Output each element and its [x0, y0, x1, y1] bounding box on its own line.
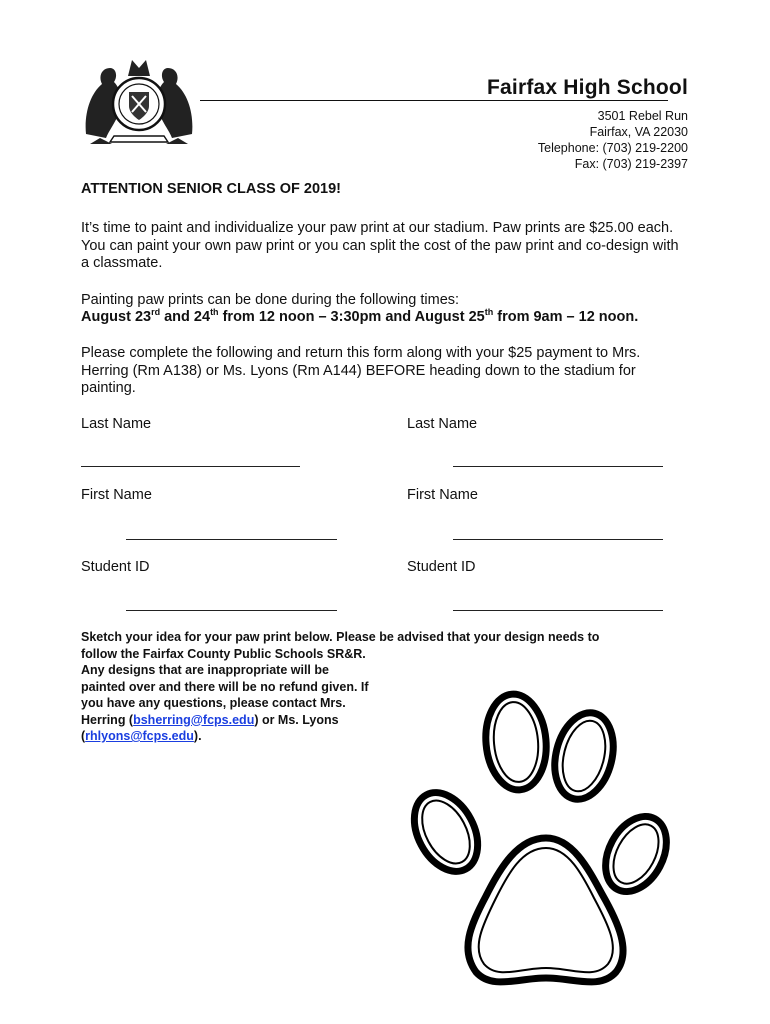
painting-times: August 23rd and 24th from 12 noon – 3:30pm and August 25th from 9am – 12 noon.: [81, 307, 639, 325]
first-name-field-1[interactable]: [126, 539, 337, 540]
sketch-line-4: ).: [193, 729, 202, 743]
first-name-label-1: First Name: [81, 487, 152, 503]
first-name-field-2[interactable]: [453, 539, 663, 540]
intro-paragraph: It’s time to paint and individualize your paw print at our stadium. Paw prints are $25.00 each. You can paint your own paw print or you can split the cost of the paw print and co-design with a classmate.: [81, 220, 679, 271]
paw-print-icon: [408, 690, 678, 990]
student-id-label-2: Student ID: [407, 559, 476, 575]
last-name-field-2[interactable]: [453, 466, 663, 467]
first-name-label-2: First Name: [407, 487, 478, 503]
school-address: [538, 108, 688, 172]
last-name-field-1[interactable]: [81, 466, 300, 467]
address-line: Telephone: (703) 219-2200: [537, 141, 688, 155]
lyons-email-link[interactable]: rhlyons@fcps.edu: [85, 729, 194, 743]
times-intro: Painting paw prints can be done during the following times:: [81, 292, 460, 308]
school-name: Fairfax High School: [487, 76, 688, 99]
last-name-label-2: Last Name: [407, 416, 478, 432]
sketch-line-1: Sketch your idea for your paw print below. Please be advised that your design needs to: [81, 630, 600, 644]
sketch-line-2: follow the Fairfax County Public Schools SR&R. Any designs that are inappropriate will be painted over and there will be no refund given. If you have any questions, please contact Mrs. Herring (: [81, 646, 369, 727]
instructions-paragraph: Please complete the following and return this form along with your $25 payment to Mrs. Herring (Rm A138) or Ms. Lyons (Rm A144) BEFORE heading down to the stadium for painting.: [81, 345, 641, 396]
student-id-field-2[interactable]: [453, 610, 663, 611]
address-line: 3501 Rebel Run: [597, 109, 688, 123]
school-crest-icon: [80, 54, 198, 146]
student-id-label-1: Student ID: [81, 559, 150, 575]
address-line: Fairfax, VA 22030: [589, 125, 688, 139]
sketch-line-3: ) or Ms. Lyons (: [81, 712, 339, 743]
herring-email-link[interactable]: bsherring@fcps.edu: [133, 712, 255, 727]
student-id-field-1[interactable]: [126, 610, 337, 611]
page-heading: ATTENTION SENIOR CLASS OF 2019!: [81, 181, 341, 197]
address-line: Fax: (703) 219-2397: [574, 157, 688, 171]
last-name-label-1: Last Name: [81, 416, 152, 432]
header-rule: [200, 100, 668, 101]
sketch-instructions: [81, 629, 600, 745]
